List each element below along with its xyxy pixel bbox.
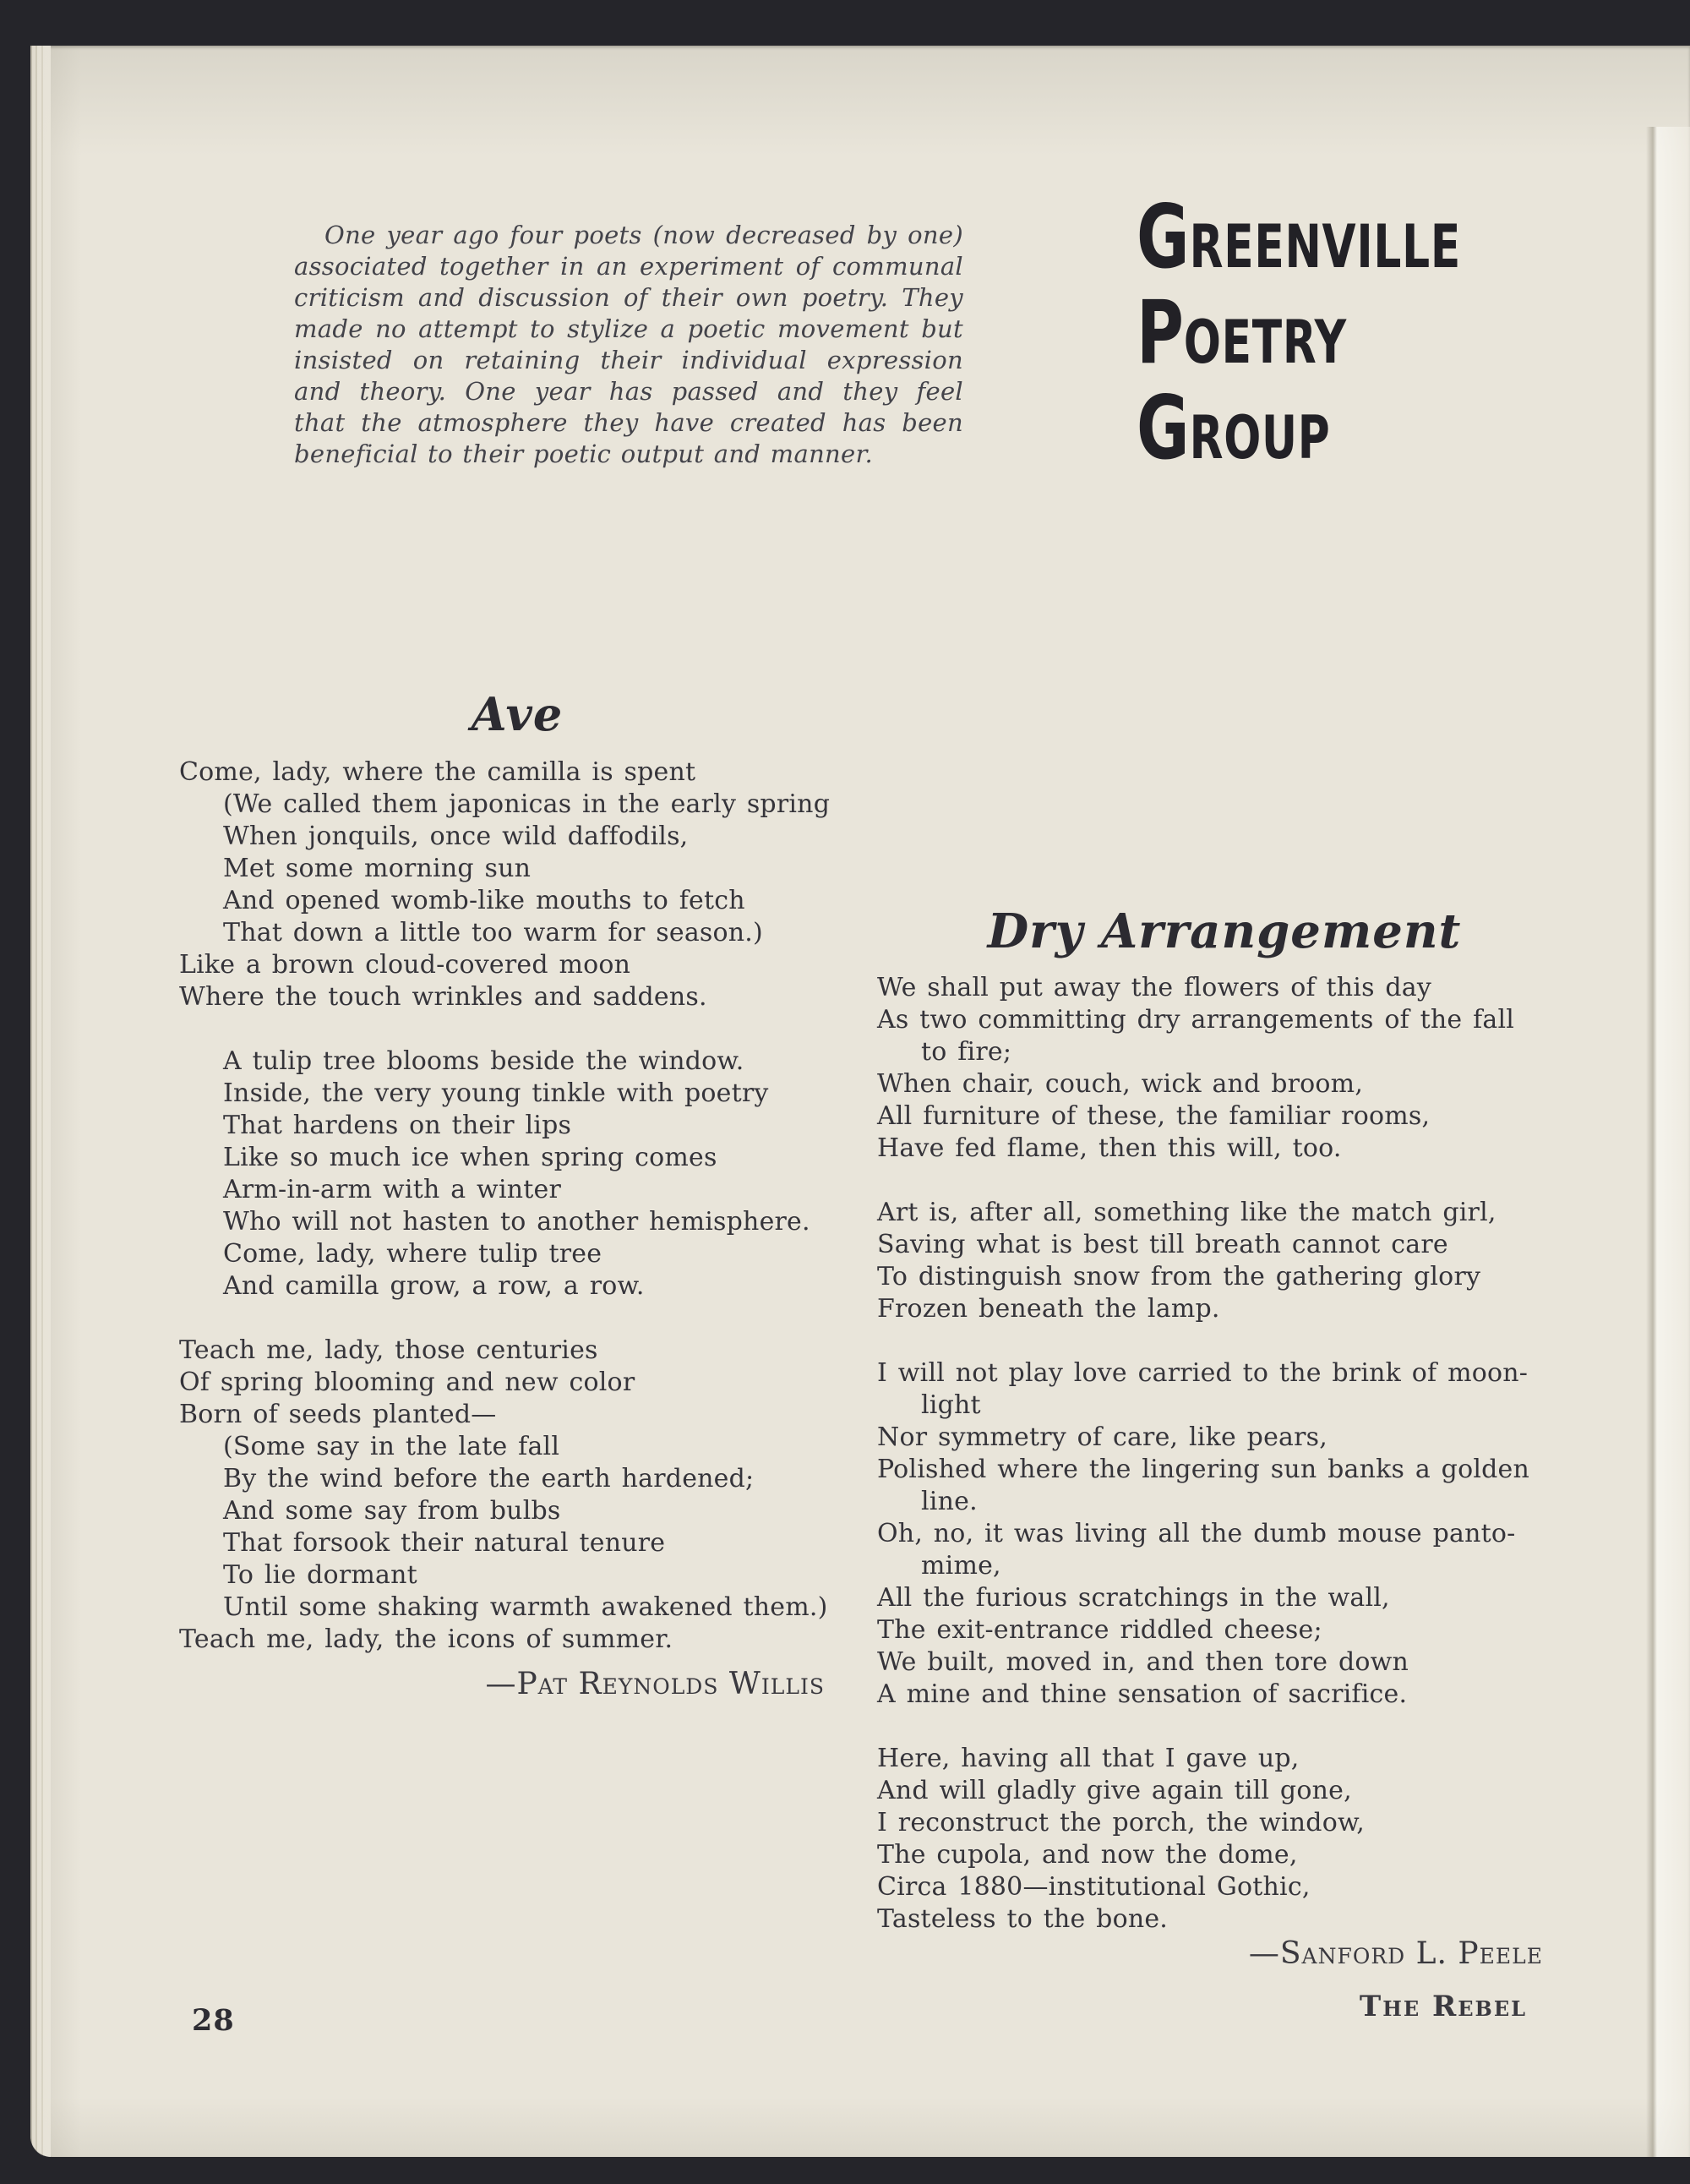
poem-line: Inside, the very young tinkle with poetry bbox=[223, 1078, 769, 1108]
poem-line: The exit-entrance riddled cheese; bbox=[877, 1615, 1322, 1645]
page-stack-edge bbox=[30, 46, 51, 2157]
poem-title: Ave bbox=[471, 687, 564, 741]
title-initial-cap: G bbox=[1137, 187, 1190, 288]
poem-attribution: —Pat Reynolds Willis bbox=[485, 1667, 825, 1701]
stanza bbox=[179, 1046, 855, 1302]
poem-line: When jonquils, once wild daffodils, bbox=[223, 822, 689, 851]
poem-line: To distinguish snow from the gathering glory bbox=[877, 1262, 1481, 1291]
poem-line: Polished where the lingering sun banks a golden bbox=[877, 1455, 1530, 1484]
stanza bbox=[179, 1335, 855, 1656]
poem-line: Come, lady, where tulip tree bbox=[223, 1239, 602, 1269]
page-number: 28 bbox=[192, 2003, 235, 2038]
poem-line: Like a brown cloud-covered moon bbox=[179, 950, 631, 980]
poem-line: The cupola, and now the dome, bbox=[877, 1840, 1298, 1870]
poem-line: That hardens on their lips bbox=[223, 1111, 572, 1140]
poem-line: To lie dormant bbox=[223, 1560, 417, 1590]
poem-line: I will not play love carried to the brink of moon- bbox=[877, 1358, 1529, 1388]
editorial-note bbox=[294, 220, 963, 470]
group-title-word bbox=[1137, 282, 1347, 384]
poem-line: All the furious scratchings in the wall, bbox=[877, 1583, 1390, 1613]
poem-line: And will gladly give again till gone, bbox=[877, 1776, 1352, 1805]
poem-line: Teach me, lady, the icons of summer. bbox=[179, 1624, 673, 1654]
editorial-note-line: criticism and discussion of their own poetry. They bbox=[294, 283, 963, 312]
editorial-note-line: insisted on retaining their individual expression bbox=[294, 346, 963, 374]
editorial-note-line: associated together in an experiment of communal bbox=[294, 252, 963, 281]
poem-line: All furniture of these, the familiar rooms, bbox=[877, 1101, 1431, 1131]
poem-line: Who will not hasten to another hemisphere. bbox=[223, 1207, 810, 1237]
title-word-rest: ROUP bbox=[1189, 403, 1331, 472]
poem-line: Teach me, lady, those centuries bbox=[179, 1335, 598, 1365]
poem-line: Until some shaking warmth awakened them.) bbox=[223, 1592, 828, 1622]
poem-line: A tulip tree blooms beside the window. bbox=[223, 1046, 744, 1076]
poem-attribution: —Sanford L. Peele bbox=[1248, 1936, 1543, 1971]
poem-line: I reconstruct the porch, the window, bbox=[877, 1808, 1366, 1837]
poem-line: light bbox=[921, 1390, 981, 1420]
editorial-note-line: and theory. One year has passed and they feel bbox=[294, 377, 963, 406]
poem-line: Where the touch wrinkles and saddens. bbox=[179, 982, 707, 1012]
poem-line: Have fed flame, then this will, too. bbox=[877, 1133, 1342, 1163]
poem-line: Tasteless to the bone. bbox=[877, 1904, 1169, 1934]
editorial-note-line: made no attempt to stylize a poetic movement but bbox=[294, 314, 963, 343]
poem-line: Frozen beneath the lamp. bbox=[877, 1294, 1220, 1324]
editorial-note-line: beneficial to their poetic output and manner. bbox=[294, 440, 873, 468]
poem-body bbox=[179, 756, 855, 1656]
poem-line: That down a little too warm for season.) bbox=[223, 918, 763, 947]
poem-line: Oh, no, it was living all the dumb mouse panto- bbox=[877, 1519, 1516, 1548]
journal-name: The Rebel bbox=[1359, 1990, 1527, 2023]
poem-line: When chair, couch, wick and broom, bbox=[877, 1069, 1364, 1099]
poem-title: Dry Arrangement bbox=[987, 904, 1462, 959]
poem-line: Come, lady, where the camilla is spent bbox=[179, 757, 696, 787]
stanza bbox=[179, 756, 855, 1013]
poem-line: Of spring blooming and new color bbox=[179, 1368, 635, 1397]
poem-body bbox=[877, 972, 1572, 1936]
poem-line: mime, bbox=[921, 1551, 1001, 1581]
editorial-note-line: that the atmosphere they have created has been bbox=[294, 408, 963, 437]
poem-line: And some say from bulbs bbox=[223, 1496, 561, 1526]
poem-line: That forsook their natural tenure bbox=[223, 1528, 666, 1558]
poem-line: A mine and thine sensation of sacrifice. bbox=[877, 1679, 1408, 1709]
poem-line: (We called them japonicas in the early spring bbox=[223, 789, 831, 819]
poem-line: Arm-in-arm with a winter bbox=[223, 1175, 562, 1204]
poem-line: to fire; bbox=[921, 1037, 1012, 1067]
poem-line: Like so much ice when spring comes bbox=[223, 1143, 717, 1172]
poem-line: We built, moved in, and then tore down bbox=[877, 1647, 1409, 1677]
stanza bbox=[877, 1197, 1572, 1325]
poem-line: Born of seeds planted— bbox=[179, 1400, 497, 1429]
group-title-word bbox=[1137, 187, 1462, 288]
poem-line: Here, having all that I gave up, bbox=[877, 1744, 1300, 1773]
page-fold-crease bbox=[1646, 127, 1690, 2157]
poem-line: (Some say in the late fall bbox=[223, 1432, 560, 1461]
stanza bbox=[877, 1357, 1572, 1711]
editorial-note-line: One year ago four poets (now decreased by one) bbox=[324, 221, 963, 249]
stanza bbox=[877, 972, 1572, 1165]
poem-line: Nor symmetry of care, like pears, bbox=[877, 1422, 1327, 1452]
title-initial-cap: P bbox=[1137, 282, 1184, 384]
group-title-word bbox=[1137, 378, 1331, 479]
poem-line: Art is, after all, something like the match girl, bbox=[877, 1198, 1496, 1227]
poem-line: As two committing dry arrangements of the fall bbox=[877, 1005, 1515, 1035]
poem-ave bbox=[179, 686, 855, 1701]
stanza bbox=[877, 1743, 1572, 1936]
poem-line: Circa 1880—institutional Gothic, bbox=[877, 1872, 1311, 1902]
poem-line: Met some morning sun bbox=[223, 854, 532, 883]
title-word-rest: OETRY bbox=[1183, 308, 1347, 377]
poem-line: And opened womb-like mouths to fetch bbox=[223, 886, 745, 915]
poem-dry-arrangement bbox=[877, 904, 1572, 1971]
magazine-page bbox=[30, 46, 1690, 2157]
poem-line: Saving what is best till breath cannot care bbox=[877, 1230, 1448, 1259]
title-word-rest: REENVILLE bbox=[1189, 212, 1462, 281]
poem-line: We shall put away the flowers of this day bbox=[877, 973, 1432, 1002]
poem-line: By the wind before the earth hardened; bbox=[223, 1464, 755, 1493]
title-initial-cap: G bbox=[1137, 378, 1190, 479]
poem-line: line. bbox=[921, 1487, 978, 1516]
poem-line: And camilla grow, a row, a row. bbox=[223, 1271, 645, 1301]
